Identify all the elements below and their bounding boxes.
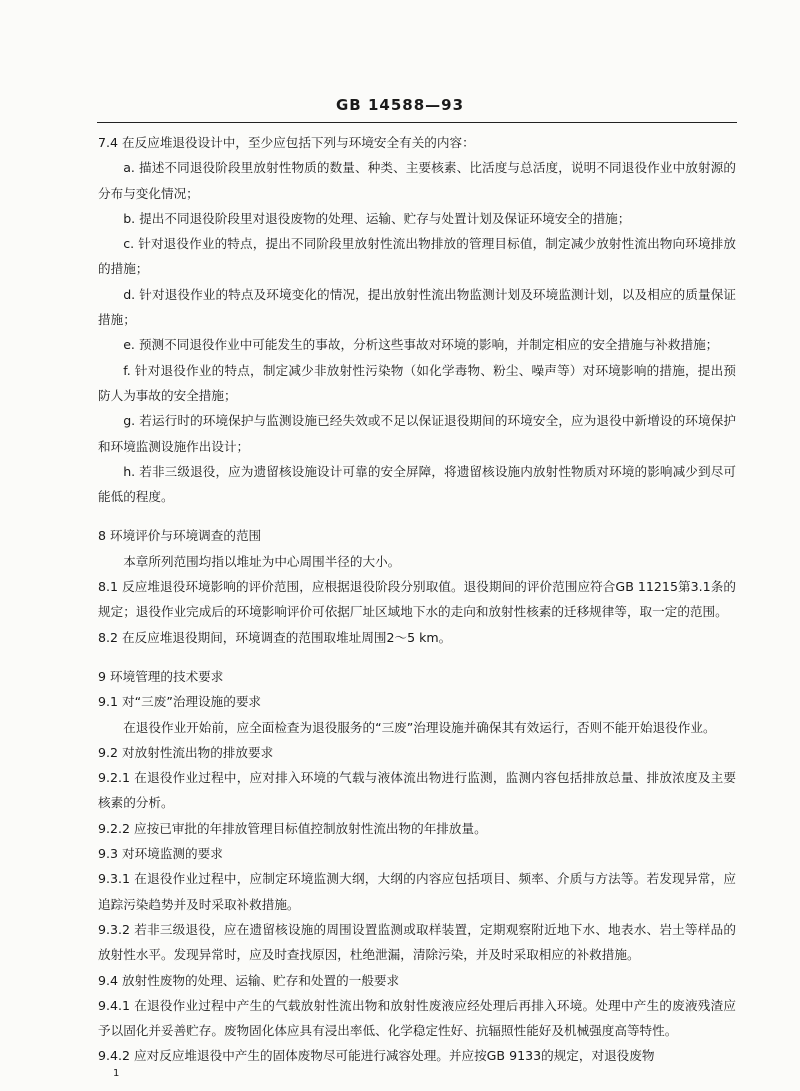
clause-9-4-2: 9.4.2 应对反应堆退役中产生的固体废物尽可能进行减容处理。并应按GB 9133的规定，对退役废物 <box>98 1048 655 1064</box>
item-f: f. 针对退役作业的特点，制定减少非放射性污染物（如化学毒物、粉尘、噪声等）对环境影响的措施，提出预防人为事故的安全措施； <box>98 362 736 403</box>
item-c: c. 针对退役作业的特点，提出不同阶段里放射性流出物排放的管理目标值，制定减少放射性流出物向环境排放的措施； <box>98 236 736 277</box>
clause-9-4: 9.4 放射性废物的处理、运输、贮存和处置的一般要求 <box>98 972 400 988</box>
clause-8-2: 8.2 在反应堆退役期间，环境调查的范围取堆址周围2～5 km。 <box>98 629 452 645</box>
clause-7-4: 7.4 在反应堆退役设计中，至少应包括下列与环境安全有关的内容： <box>98 135 475 150</box>
clause-8-1: 8.1 反应堆退役环境影响的评价范围，应根据退役阶段分别取值。退役期间的评价范围应符合GB 11215第3.1条的规定；退役作业完成后的环境影响评价可依据厂址区域地下水的走向和放射性核素的迁移规律等，取一定的范围。 <box>98 579 736 620</box>
item-b: b. 提出不同退役阶段里对退役废物的处理、运输、贮存与处置计划及保证环境安全的措施； <box>123 210 631 226</box>
clause-9-1: 9.1 对“三废”治理设施的要求 <box>98 694 262 710</box>
item-e: e. 预测不同退役作业中可能发生的事故，分析这些事故对环境的影响，并制定相应的安全措施与补救措施； <box>123 337 719 353</box>
page-body <box>98 130 736 1069</box>
clause-9-1-body: 在退役作业开始前，应全面检查为退役服务的“三废”治理设施并确保其有效运行，否则不能开始退役作业。 <box>123 719 716 735</box>
clause-9-2: 9.2 对放射性流出物的排放要求 <box>98 744 274 760</box>
page-header: GB 14588—93 <box>335 96 465 114</box>
clause-9-3-1: 9.3.1 在退役作业过程中，应制定环境监测大纲，大纲的内容应包括项目、频率、介质与方法等。若发现异常，应追踪污染趋势并及时采取补救措施。 <box>98 871 736 912</box>
clause-9-2-1: 9.2.1 在退役作业过程中，应对排入环境的气载与液体流出物进行监测，监测内容包括排放总量、排放浓度及主要核素的分析。 <box>98 770 736 811</box>
clause-9-3-2: 9.3.2 若非三级退役，应在遗留核设施的周围设置监测或取样装置，定期观察附近地下水、地表水、岩土等样品的放射性水平。发现异常时，应及时查找原因，杜绝泄漏，清除污染，并及时采取相应的补救措施。 <box>98 921 736 963</box>
item-d: d. 针对退役作业的特点及环境变化的情况，提出放射性流出物监测计划及环境监测计划，以及相应的质量保证措施； <box>98 286 736 328</box>
section-8-heading: 8 环境评价与环境调查的范围 <box>98 528 262 544</box>
clause-9-3: 9.3 对环境监测的要求 <box>98 846 223 862</box>
footer-mark: 1 <box>113 1068 120 1079</box>
item-a: a. 描述不同退役阶段里放射性物质的数量、种类、主要核素、比活度与总活度，说明不同退役作业中放射源的分布与变化情况； <box>98 160 736 201</box>
item-g: g. 若运行时的环境保护与监测设施已经失效或不足以保证退役期间的环境安全，应为退役中新增设的环境保护和环境监测设施作出设计； <box>98 413 736 454</box>
section-9-heading: 9 环境管理的技术要求 <box>98 668 224 684</box>
clause-9-4-1: 9.4.1 在退役作业过程中产生的气载放射性流出物和放射性废液应经处理后再排入环境。处理中产生的废液残渣应予以固化并妥善贮存。废物固化体应具有浸出率低、化学稳定性好、抗辐照性能好及机械强度高等特性。 <box>98 997 736 1039</box>
item-h: h. 若非三级退役，应为遗留核设施设计可靠的安全屏障，将遗留核设施内放射性物质对环境的影响减少到尽可能低的程度。 <box>98 463 736 505</box>
section-8-intro: 本章所列范围均指以堆址为中心周围半径的大小。 <box>123 553 401 569</box>
header-rule <box>97 122 737 123</box>
clause-9-2-2: 9.2.2 应按已审批的年排放管理目标值控制放射性流出物的年排放量。 <box>98 820 487 836</box>
